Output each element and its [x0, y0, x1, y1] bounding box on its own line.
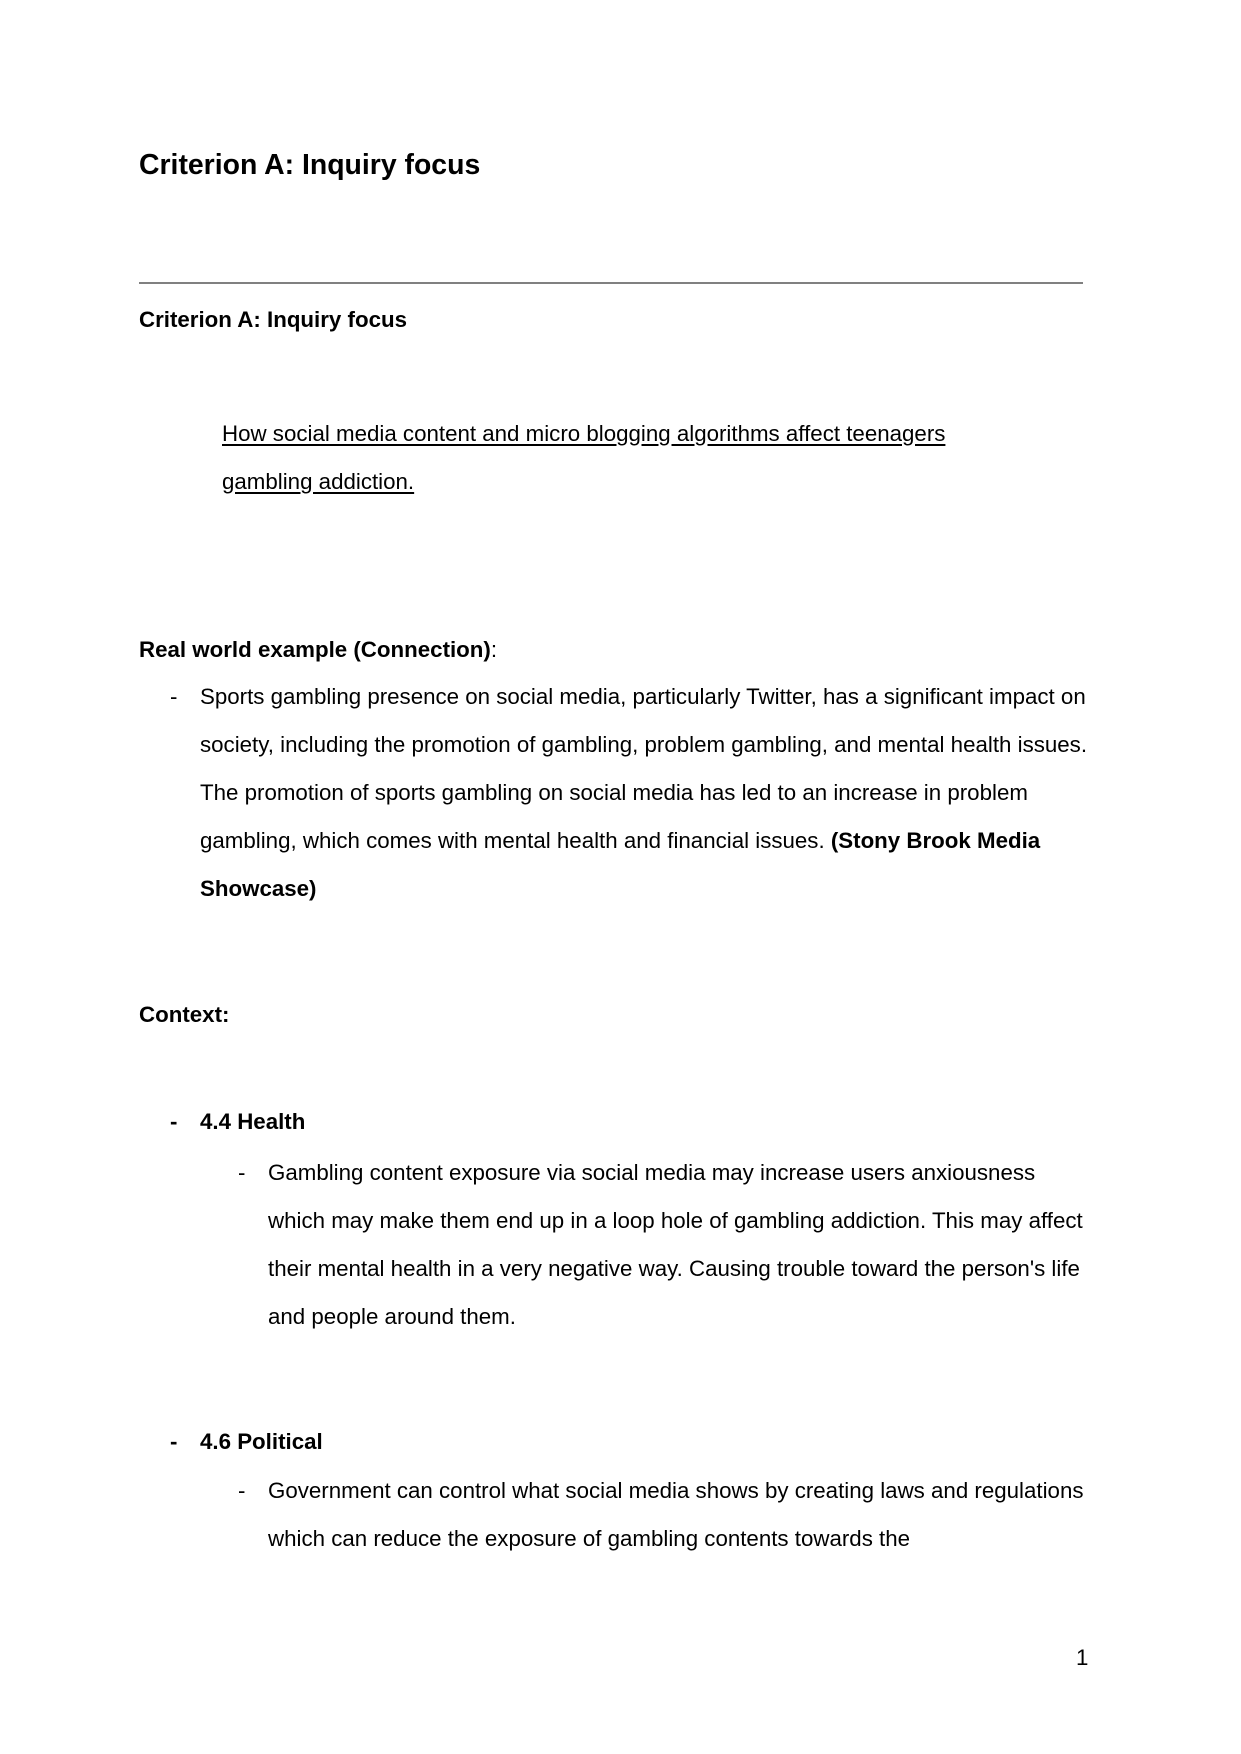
- horizontal-rule: [139, 282, 1083, 284]
- context-item-health: [170, 1098, 1095, 1146]
- context-item-political: [170, 1418, 1095, 1466]
- section-heading-criterion-a: Criterion A: Inquiry focus: [139, 307, 407, 332]
- context-item-health-body: Gambling content exposure via social media may increase users anxiousness which may make them end up in a loop hole of gambling addiction. This may affect their mental health in a very negative way. Causing trouble toward the person's life and people around them.: [268, 1160, 1083, 1329]
- page-title: Criterion A: Inquiry focus: [139, 149, 481, 181]
- real-world-example-heading-bold: Real world example (Connection): [139, 637, 491, 662]
- context-item-health-title: 4.4 Health: [200, 1109, 306, 1134]
- real-world-example-bullet: [170, 673, 1095, 913]
- real-world-example-citation: (Stony Brook Media Showcase): [200, 828, 1041, 901]
- bullet-dash-marker: -: [238, 1160, 246, 1185]
- bullet-dash-marker: -: [170, 684, 178, 709]
- context-item-health-detail: [238, 1149, 1095, 1341]
- context-item-political-title: 4.6 Political: [200, 1429, 323, 1454]
- bullet-dash-marker: -: [170, 1109, 178, 1134]
- context-item-political-detail: [238, 1467, 1095, 1563]
- context-item-political-body: Government can control what social media shows by creating laws and regulations which can reduce the exposure of gambling contents towards the: [268, 1478, 1084, 1551]
- inquiry-statement: [222, 410, 1022, 506]
- bullet-dash-marker: -: [170, 1429, 178, 1454]
- real-world-example-body: Sports gambling presence on social media, particularly Twitter, has a significant impact on society, including the promotion of gambling, problem gambling, and mental health issues. The promotion of sports gambling on social media has led to an increase in problem gambling, which comes with mental health and financial issues.: [200, 684, 1088, 853]
- bullet-dash-marker: -: [238, 1478, 246, 1503]
- real-world-example-heading-colon: :: [490, 637, 498, 662]
- page-number: 1: [1076, 1645, 1089, 1670]
- context-heading: Context:: [139, 1002, 230, 1027]
- real-world-example-bullet-text: [200, 673, 1095, 913]
- inquiry-statement-text: How social media content and micro blogging algorithms affect teenagers gambling addiction.: [222, 421, 946, 494]
- real-world-example-heading: [139, 626, 497, 674]
